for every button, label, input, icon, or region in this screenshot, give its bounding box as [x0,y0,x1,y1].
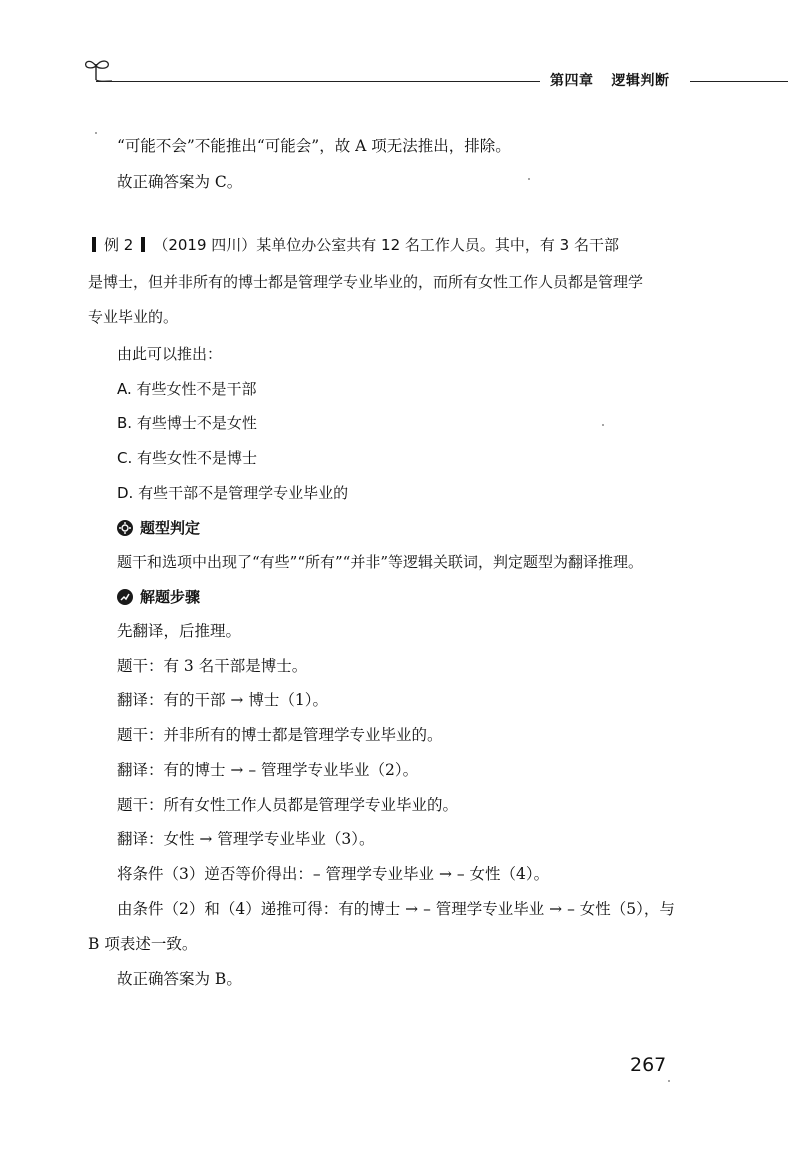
example-stem-line-2: 是博士，但并非所有的博士都是管理学专业毕业的，而所有女性工作人员都是管理学 [88,273,644,291]
option-c: C. 有些女性不是博士 [117,449,258,467]
scan-speck [528,178,530,180]
scan-speck [668,1080,670,1082]
page-number: 267 [630,1054,667,1076]
option-b: B. 有些博士不是女性 [117,414,257,432]
judgement-icon [117,520,133,536]
scan-speck [95,132,97,134]
example-source: （2019 四川） [153,236,257,254]
solution-step-3: 翻译：有的干部 → 博士（1）。 [117,691,328,709]
label-bracket-right [141,237,145,252]
solution-step-5: 翻译：有的博士 → – 管理学专业毕业（2）。 [117,761,419,779]
judgement-text: 题干和选项中出现了“有些”“所有”“并非”等逻辑关联词，判定题型为翻译推理。 [117,553,644,571]
header-rule-right [690,81,788,82]
example-label: 例 2 [104,236,134,254]
header-rule-left [96,81,540,82]
previous-answer: 故正确答案为 C。 [117,173,243,191]
running-header [0,0,800,100]
solution-step-4: 题干：并非所有的博士都是管理学专业毕业的。 [117,726,443,744]
previous-explanation: “可能不会”不能推出“可能会”，故 A 项无法推出，排除。 [117,137,511,155]
solution-heading: 解题步骤 [140,588,201,606]
solution-step-8: 将条件（3）逆否等价得出：– 管理学专业毕业 → – 女性（4）。 [117,865,550,883]
chapter-heading [550,70,670,90]
example-stem-line-3: 专业毕业的。 [88,308,179,326]
sprout-icon [84,56,114,82]
solution-step-1: 先翻译，后推理。 [117,622,242,640]
example-first-line [90,235,619,255]
chapter-number: 第四章 [550,73,594,89]
scan-speck [602,424,604,426]
example-stem-line-1: 某单位办公室共有 12 名工作人员。其中，有 3 名干部 [256,236,619,254]
label-bracket-left [92,237,96,252]
solution-step-6: 题干：所有女性工作人员都是管理学专业毕业的。 [117,796,459,814]
solution-continuation: B 项表述一致。 [88,935,198,953]
solution-icon [117,589,133,605]
judgement-heading-row [117,518,200,538]
solution-step-9: 由条件（2）和（4）递推可得：有的博士 → – 管理学专业毕业 → – 女性（5），与 [117,900,675,918]
chapter-title: 逻辑判断 [611,73,670,89]
example-question: 由此可以推出： [117,345,223,363]
option-a: A. 有些女性不是干部 [117,380,257,398]
solution-answer: 故正确答案为 B。 [117,970,242,988]
option-d: D. 有些干部不是管理学专业毕业的 [117,484,349,502]
solution-step-7: 翻译：女性 → 管理学专业毕业（3）。 [117,830,375,848]
judgement-heading: 题型判定 [140,519,201,537]
solution-heading-row [117,587,200,607]
solution-step-2: 题干：有 3 名干部是博士。 [117,657,308,675]
